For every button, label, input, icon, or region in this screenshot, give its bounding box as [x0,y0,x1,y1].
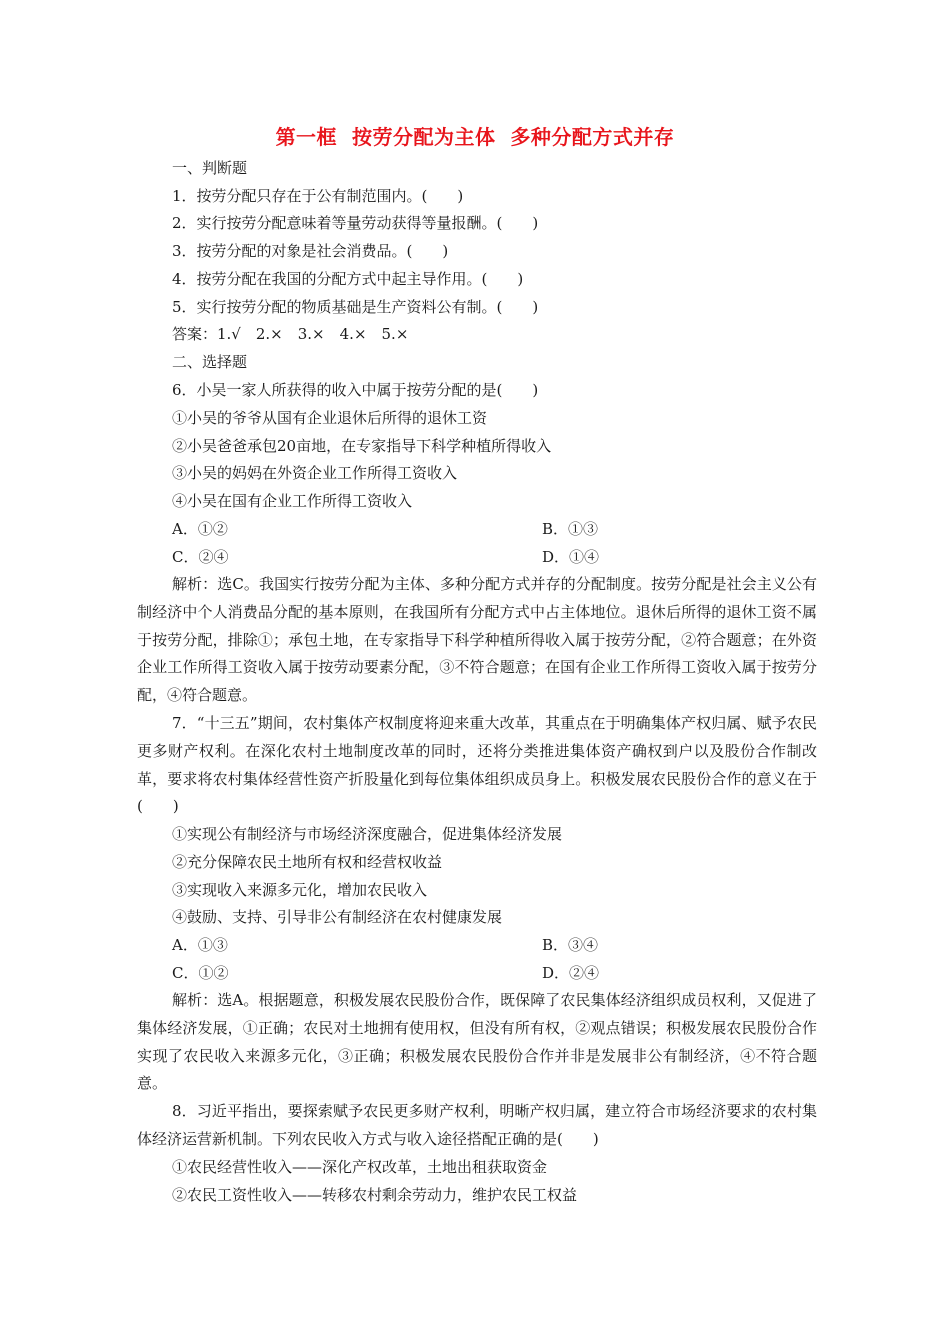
q6-item-1: ①小吴的爷爷从国有企业退休后所得的退休工资 [172,409,488,427]
q6-item-3: ③小吴的妈妈在外资企业工作所得工资收入 [172,464,458,482]
q7-analysis: 解析：选A。根据题意，积极发展农民股份合作，既保障了农民集体经济组织成员权利，又促进了集体经济发展，①正确；农民对土地拥有使用权，但没有所有权，②观点错误；积极发展农民股份合作实现了农民收入来源多元化，③正确；积极发展农民股份合作并非是发展非公有制经济，④不符合题意。 [137,991,817,1093]
judge-item-1: 1．按劳分配只存在于公有制范围内。( ) [172,187,464,205]
section-heading-judge: 一、判断题 [172,159,248,177]
page-title: 第一框 按劳分配为主体 多种分配方式并存 [275,125,675,149]
judge-item-5: 5．实行按劳分配的物质基础是生产资料公有制。( ) [172,298,539,316]
section-heading-choice: 二、选择题 [172,353,248,371]
judge-item-2: 2．实行按劳分配意味着等量劳动获得等量报酬。( ) [172,214,539,232]
q6-item-2: ②小吴爸爸承包20亩地，在专家指导下科学种植所得收入 [172,437,552,455]
judge-item-3: 3．按劳分配的对象是社会消费品。( ) [172,242,449,260]
q7-option-c: C．①② [172,964,229,982]
q6-stem: 6．小吴一家人所获得的收入中属于按劳分配的是( ) [172,381,539,399]
q6-option-a: A．①② [172,520,228,538]
q6-option-d: D．①④ [542,548,600,566]
q7-item-2: ②充分保障农民土地所有权和经营权收益 [172,853,443,871]
q6-option-b: B．①③ [542,520,599,538]
q7-item-3: ③实现收入来源多元化，增加农民收入 [172,881,428,899]
q6-analysis: 解析：选C。我国实行按劳分配为主体、多种分配方式并存的分配制度。按劳分配是社会主义公有制经济中个人消费品分配的基本原则，在我国所有分配方式中占主体地位。退休后所得的退休工资不属于按劳分配，排除①；承包土地，在专家指导下科学种植所得收入属于按劳分配，②符合题意；在外资企业工作所得工资收入属于按劳动要素分配，③不符合题意；在国有企业工作所得工资收入属于按劳分配，④符合题意。 [137,575,817,705]
judge-answer: 答案：1.√ 2.× 3.× 4.× 5.× [172,325,409,343]
q6-item-4: ④小吴在国有企业工作所得工资收入 [172,492,413,510]
q6-option-c: C．②④ [172,548,229,566]
q7-stem: 7．“十三五”期间，农村集体产权制度将迎来重大改革，其重点在于明确集体产权归属、赋予农民更多财产权利。在深化农村土地制度改革的同时，还将分类推进集体资产确权到户以及股份合作制改革，要求将农村集体经营性资产折股量化到每位集体组织成员身上。积极发展农民股份合作的意义在于( ) [137,714,817,816]
q7-item-4: ④鼓励、支持、引导非公有制经济在农村健康发展 [172,908,503,926]
q8-item-2: ②农民工资性收入——转移农村剩余劳动力，维护农民工权益 [172,1186,578,1204]
q7-option-a: A．①③ [172,936,228,954]
q8-stem: 8．习近平指出，要探索赋予农民更多财产权利，明晰产权归属，建立符合市场经济要求的农村集体经济运营新机制。下列农民收入方式与收入途径搭配正确的是( ) [137,1102,817,1148]
judge-item-4: 4．按劳分配在我国的分配方式中起主导作用。( ) [172,270,524,288]
q8-item-1: ①农民经营性收入——深化产权改革，土地出租获取资金 [172,1158,548,1176]
q7-option-b: B．③④ [542,936,599,954]
q7-option-d: D．②④ [542,964,600,982]
q7-item-1: ①实现公有制经济与市场经济深度融合，促进集体经济发展 [172,825,563,843]
